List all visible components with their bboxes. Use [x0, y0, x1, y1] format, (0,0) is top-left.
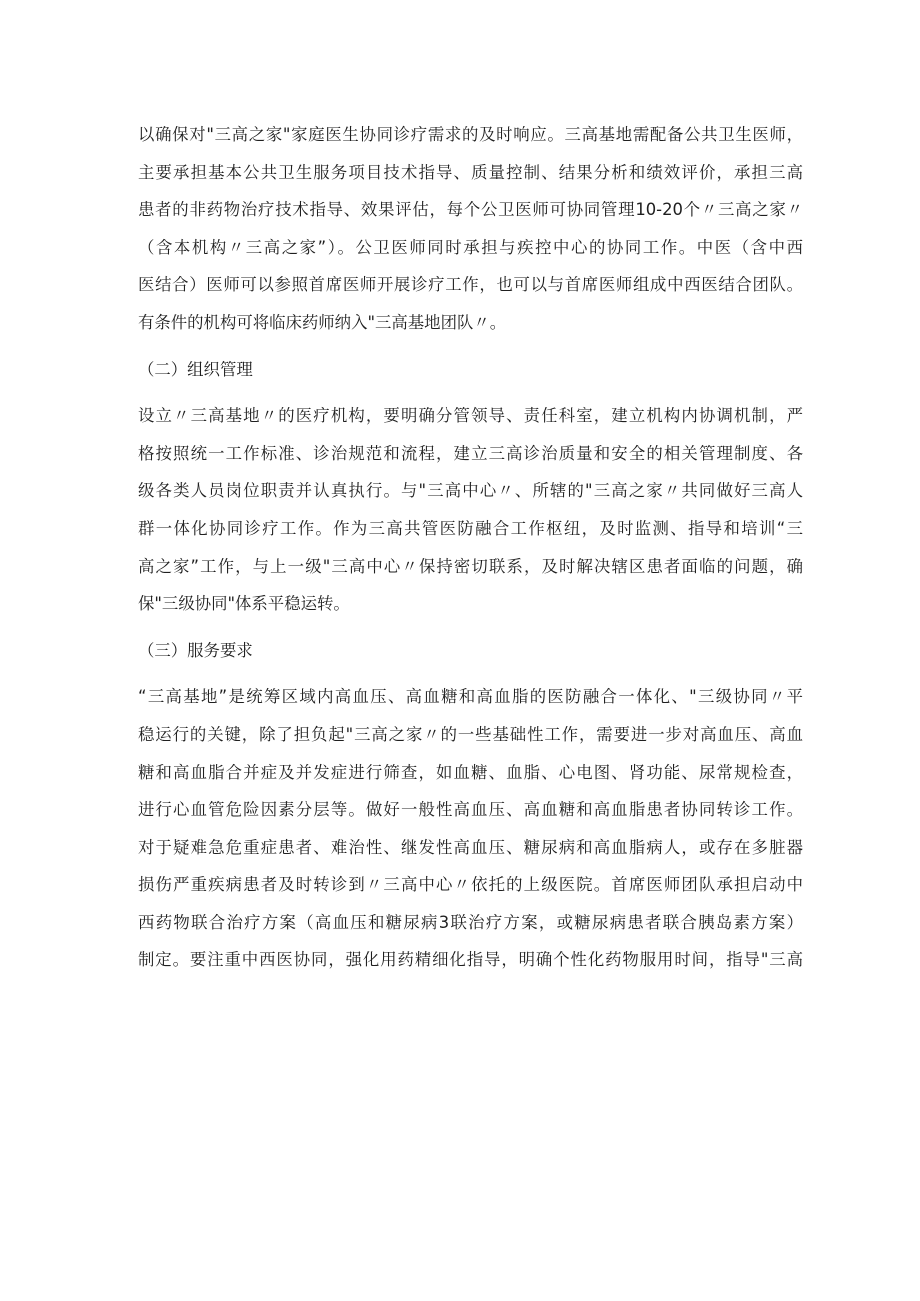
section-heading-service: （三）服务要求 — [138, 640, 253, 660]
paragraph-spacing — [138, 342, 803, 351]
paragraph-line: “三高基地”是统筹区域内高血压、高血糖和高血脂的医防融合一体化、"三级协同〃平 — [138, 687, 803, 707]
paragraph-spacing — [138, 623, 803, 632]
paragraph-spacing — [138, 388, 803, 397]
section-heading-organization: （二）组织管理 — [138, 359, 253, 379]
paragraph-line: 以确保对"三高之家"家庭医生协同诊疗需求的及时响应。三高基地需配备公共卫生医师， — [138, 125, 803, 144]
paragraph-spacing — [138, 669, 803, 678]
paragraph-line: 医结合）医师可以参照首席医师开展诊疗工作，也可以与首席医师组成中西医结合团队。 — [138, 275, 803, 295]
paragraph-line: （含本机构〃三高之家”）。公卫医师同时承担与疾控中心的协同工作。中医（含中西 — [138, 237, 803, 257]
paragraph-line: 损伤严重疾病患者及时转诊到〃三高中心〃依托的上级医院。首席医师团队承担启动中 — [138, 875, 803, 895]
paragraph-line: 保"三级协同"体系平稳运转。 — [138, 594, 350, 614]
paragraph-line: 高之家”工作，与上一级"三高中心〃保持密切联系，及时解决辖区患者面临的问题，确 — [138, 556, 803, 576]
paragraph-line: 对于疑难急危重症患者、难治性、继发性高血压、糖尿病和高血脂病人，或存在多脏器 — [138, 837, 803, 857]
paragraph-line: 进行心血管危险因素分层等。做好一般性高血压、高血糖和高血脂患者协同转诊工作。 — [138, 800, 803, 820]
paragraph-line: 西药物联合治疗方案（高血压和糖尿病3联治疗方案，或糖尿病患者联合胰岛素方案） — [138, 912, 803, 932]
paragraph-line: 格按照统一工作标准、诊治规范和流程，建立三高诊治质量和安全的相关管理制度、各 — [138, 443, 803, 463]
paragraph-line: 主要承担基本公共卫生服务项目技术指导、质量控制、结果分析和绩效评价，承担三高 — [138, 162, 803, 182]
paragraph-line: 有条件的机构可将临床药师纳入"三高基地团队〃。 — [138, 312, 507, 332]
paragraph-line: 级各类人员岗位职责并认真执行。与"三高中心〃、所辖的"三高之家〃共同做好三高人 — [138, 481, 803, 501]
paragraph-line: 设立〃三高基地〃的医疗机构，要明确分管领导、责任科室，建立机构内协调机制，严 — [138, 406, 803, 426]
document-body — [138, 116, 803, 979]
paragraph-line: 患者的非药物治疗技术指导、效果评估，每个公卫医师可协同管理10-20个〃三高之家〃 — [138, 200, 803, 220]
paragraph-line: 糖和高血脂合并症及并发症进行筛查，如血糖、血脂、心电图、肾功能、尿常规检查， — [138, 762, 803, 782]
paragraph-line: 稳运行的关键，除了担负起"三高之家〃的一些基础性工作，需要进一步对高血压、高血 — [138, 724, 803, 744]
paragraph-line: 制定。要注重中西医协同，强化用药精细化指导，明确个性化药物服用时间，指导"三高 — [138, 950, 803, 970]
paragraph-line: 群一体化协同诊疗工作。作为三高共管医防融合工作枢纽，及时监测、指导和培训“三 — [138, 518, 803, 538]
